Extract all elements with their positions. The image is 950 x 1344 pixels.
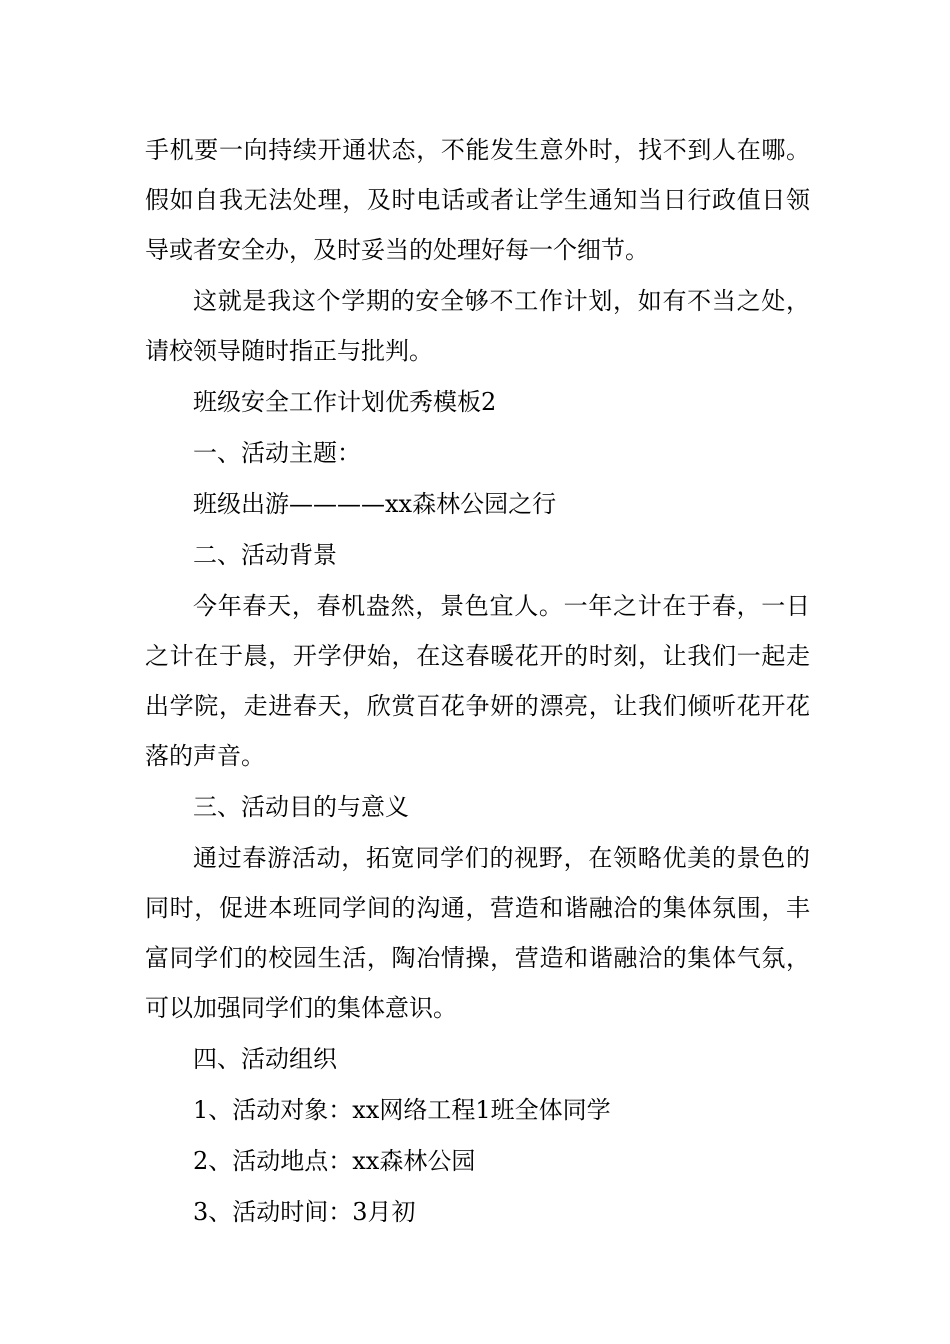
heading-activity-purpose: 三、活动目的与意义 [193, 793, 409, 821]
activity-background-text: 今年春天，春机盎然，景色宜人。一年之计在于春，一日之计在于晨，开学伊始，在这春暖花开的时刻，让我们一起走出学院，走进春天，欣赏百花争妍的漂亮，让我们倾听花开花落的声音。 [145, 592, 810, 770]
section-title: 班级安全工作计划优秀模板2 [193, 388, 497, 416]
paragraph-closing: 这就是我这个学期的安全够不工作计划，如有不当之处，请校领导随时指正与批判。 [145, 287, 810, 365]
activity-purpose-text: 通过春游活动，拓宽同学们的视野，在领略优美的景色的同时，促进本班同学间的沟通，营造和谐融洽的集体氛围，丰富同学们的校园生活，陶冶情操，营造和谐融洽的集体气氛，可以加强同学们的集体意识。 [145, 844, 810, 1022]
heading-activity-theme: 一、活动主题： [193, 439, 361, 467]
list-item-time: 3、活动时间：3月初 [193, 1198, 416, 1226]
heading-activity-organization: 四、活动组织 [193, 1045, 337, 1073]
activity-theme-text: 班级出游————xx森林公园之行 [193, 490, 557, 518]
heading-activity-background: 二、活动背景 [193, 541, 337, 569]
paragraph-continuation: 手机要一向持续开通状态，不能发生意外时，找不到人在哪。假如自我无法处理，及时电话或者让学生通知当日行政值日领导或者安全办，及时妥当的处理好每一个细节。 [145, 136, 810, 264]
list-item-location: 2、活动地点：xx森林公园 [193, 1147, 476, 1175]
document-page [145, 125, 810, 1238]
list-item-target: 1、活动对象：xx网络工程1班全体同学 [193, 1096, 611, 1124]
